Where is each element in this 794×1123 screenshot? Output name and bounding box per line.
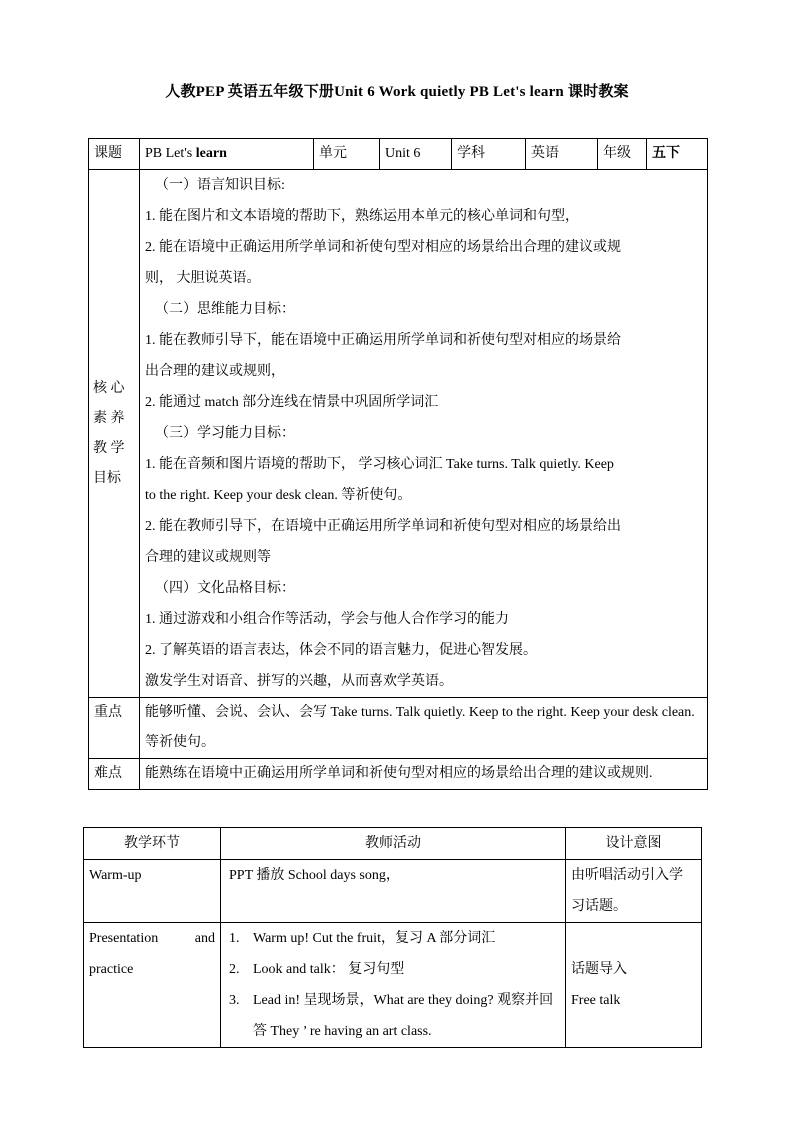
core-goal-line: 则， 大胆说英语。 [145, 271, 261, 286]
core-goal-line: （一）语言知识目标: [155, 178, 285, 193]
key-point-row [89, 698, 708, 759]
process-header-activity: 教师活动 [221, 828, 566, 860]
list-item-number: 2. [229, 962, 240, 977]
core-goal-line: 2. 能通过 match 部分连线在情景中巩固所学词汇 [145, 395, 439, 410]
core-label-line: 核 心 [93, 380, 125, 396]
presentation-activity-list [229, 923, 560, 1047]
core-goal-line: 2. 能在教师引导下，在语境中正确运用所学单词和祈使句型对相应的场景给出 [145, 519, 621, 534]
core-goal-line: 1. 能在教师引导下，能在语境中正确运用所学单词和祈使句型对相应的场景给 [145, 333, 621, 348]
list-item [229, 923, 560, 954]
warmup-row [84, 860, 702, 923]
core-goal-line: 2. 能在语境中正确运用所学单词和祈使句型对相应的场景给出合理的建议或规 [145, 240, 621, 255]
ke-ti-value: PB Let's learn [140, 139, 314, 170]
difficult-point-label: 难点 [89, 759, 140, 790]
presentation-stage: Presentation and practice [84, 923, 221, 1048]
core-goal-line: to the right. Keep your desk clean. 等祈使句。 [145, 488, 412, 503]
core-label-line: 目标 [93, 470, 121, 486]
presentation-intent: 话题导入 Free talk [566, 923, 702, 1048]
core-goal-line: （四）文化品格目标： [155, 581, 295, 596]
nian-ji-value: 五下 [647, 139, 708, 170]
core-goal-line: 合理的建议或规则等 [145, 550, 271, 565]
presentation-row [84, 923, 702, 1048]
nian-ji-label: 年级 [598, 139, 647, 170]
key-point-text: 能够听懂、会说、会认、会写 Take turns. Talk quietly. Keep to the right. Keep your desk clean. 等祈使句。 [140, 698, 708, 759]
core-label-line: 教 学 [93, 440, 125, 456]
xue-ke-value: 英语 [526, 139, 598, 170]
core-goal-line: 出合理的建议或规则， [145, 364, 285, 379]
xue-ke-label: 学科 [452, 139, 526, 170]
core-goal-line: 1. 能在音频和图片语境的帮助下， 学习核心词汇 Take turns. Talk quietly. Keep [145, 457, 614, 472]
teaching-process-table [83, 827, 702, 1048]
core-goal-line: （三）学习能力目标： [155, 426, 295, 441]
process-header-stage: 教学环节 [84, 828, 221, 860]
list-item-text: Lead in! 呈现场景，What are they doing? 观察并回答 They ’ re having an art class. [253, 993, 554, 1039]
list-item [229, 985, 560, 1047]
lesson-info-table [88, 138, 708, 790]
presentation-activity [221, 923, 566, 1048]
warmup-intent: 由听唱活动引入学习话题。 [566, 860, 702, 923]
header-row [89, 139, 708, 170]
core-goals-label [89, 170, 140, 698]
core-goal-line: 1. 通过游戏和小组合作等活动，学会与他人合作学习的能力 [145, 612, 509, 627]
core-goals-lines [145, 170, 702, 697]
core-goal-line: （二）思维能力目标： [155, 302, 295, 317]
core-goals-label-lines [93, 374, 135, 494]
core-goals-content [140, 170, 708, 698]
list-item [229, 954, 560, 985]
difficult-point-text: 能熟练在语境中正确运用所学单词和祈使句型对相应的场景给出合理的建议或规则. [140, 759, 708, 790]
process-header-row [84, 828, 702, 860]
list-item-text: Warm up! Cut the fruit，复习 A 部分词汇 [253, 931, 496, 946]
warmup-stage: Warm-up [84, 860, 221, 923]
dan-yuan-label: 单元 [314, 139, 380, 170]
core-goals-row [89, 170, 708, 698]
page-title: 人教PEP 英语五年级下册Unit 6 Work quietly PB Let's learn 课时教案 [165, 84, 629, 100]
list-item-number: 3. [229, 993, 240, 1008]
core-goal-line: 激发学生对语音、拼写的兴趣，从而喜欢学英语。 [145, 674, 453, 689]
list-item-number: 1. [229, 931, 240, 946]
core-goal-line: 2. 了解英语的语言表达，体会不同的语言魅力，促进心智发展。 [145, 643, 537, 658]
core-label-line: 素 养 [93, 410, 125, 426]
dan-yuan-value: Unit 6 [380, 139, 452, 170]
difficult-point-row [89, 759, 708, 790]
process-header-intent: 设计意图 [566, 828, 702, 860]
core-goal-line: 1. 能在图片和文本语境的帮助下，熟练运用本单元的核心单词和句型， [145, 209, 579, 224]
list-item-text: Look and talk： 复习句型 [253, 962, 405, 977]
warmup-activity: PPT 播放 School days song， [221, 860, 566, 923]
key-point-label: 重点 [89, 698, 140, 759]
ke-ti-label: 课题 [89, 139, 140, 170]
